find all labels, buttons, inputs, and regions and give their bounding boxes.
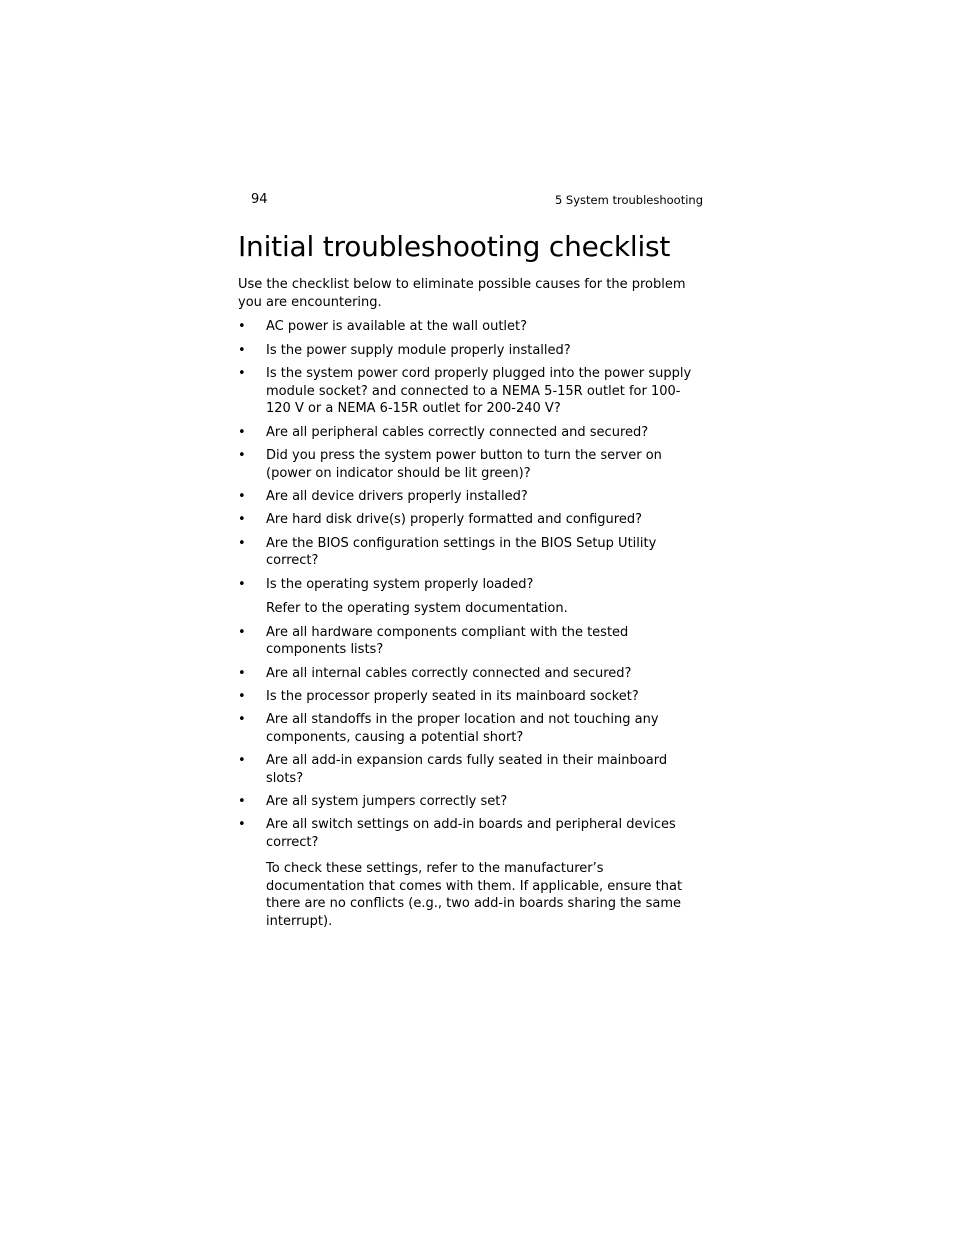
bullet-icon: • [238,817,246,833]
checklist-item [238,424,704,442]
checklist-item-text: AC power is available at the wall outlet? [266,319,528,335]
checklist-item-text: Are hard disk drive(s) properly formatted and configured? [266,512,643,528]
page-number: 94 [251,192,268,207]
checklist-item [238,752,704,787]
bullet-icon: • [238,366,246,381]
bullet-icon: • [238,535,246,551]
bullet-icon: • [238,665,246,681]
checklist-item [238,665,704,683]
bullet-icon: • [238,448,246,463]
bullet-icon: • [238,489,246,504]
checklist-item-text: Is the system power cord properly plugged into the power supply module socket? and connected to a NEMA 5-15R outlet for 100-120 V or a NEMA 6-15R outlet for 200-240 V? [266,366,692,417]
checklist-item [238,576,704,618]
section-title: Initial troubleshooting checklist [238,230,671,263]
bullet-icon: • [238,512,246,528]
checklist-item-text: Are all internal cables correctly connected and secured? [266,665,632,681]
bullet-icon: • [238,794,246,810]
checklist-item [238,535,704,570]
checklist-item-note: To check these settings, refer to the manufacturer’s documentation that comes with them. If applicable, ensure that there are no conflicts (e.g., two add-in boards sharing the same interrupt). [266,860,683,929]
bullet-icon: • [238,688,246,704]
checklist-item-text: Are all switch settings on add-in boards and peripheral devices correct? [266,817,676,851]
checklist-item-text: Are all hardware components compliant with the tested components lists? [266,624,629,658]
checklist-item-text: Is the operating system properly loaded? [266,576,534,592]
checklist-item [238,447,704,482]
bullet-icon: • [238,712,246,728]
checklist-item-text: Is the power supply module properly installed? [266,342,571,358]
troubleshooting-checklist [238,318,704,930]
checklist-item [238,688,704,706]
bullet-icon: • [238,319,246,335]
checklist-item [238,342,704,360]
checklist-item-note: Refer to the operating system documentation. [266,601,568,617]
bullet-icon: • [238,753,246,769]
bullet-icon: • [238,424,246,440]
checklist-item [238,816,704,930]
checklist-item [238,511,704,529]
checklist-item [238,624,704,659]
checklist-item-text: Are all add-in expansion cards fully seated in their mainboard slots? [266,753,668,786]
bullet-icon: • [238,624,246,640]
checklist-item-text: Are the BIOS configuration settings in the BIOS Setup Utility correct? [266,535,657,569]
bullet-icon: • [238,342,246,358]
running-head: 5 System troubleshooting [554,193,703,207]
checklist-item-text: Did you press the system power button to turn the server on (power on indicator should be lit green)? [266,448,662,481]
intro-paragraph: Use the checklist below to eliminate possible causes for the problem you are encountering. [238,277,686,310]
checklist-item-text: Are all system jumpers correctly set? [266,794,508,810]
checklist-item [238,365,704,418]
checklist-item-text: Are all device drivers properly installed? [266,489,528,504]
checklist-item [238,318,704,336]
checklist-item-text: Is the processor properly seated in its mainboard socket? [266,688,639,704]
page-content [238,230,704,936]
bullet-icon: • [238,576,246,592]
checklist-item-text: Are all peripheral cables correctly connected and secured? [266,424,649,440]
checklist-item-text: Are all standoffs in the proper location and not touching any components, causing a potential short? [266,712,659,745]
checklist-item [238,711,704,746]
checklist-item [238,793,704,811]
checklist-item [238,488,704,506]
